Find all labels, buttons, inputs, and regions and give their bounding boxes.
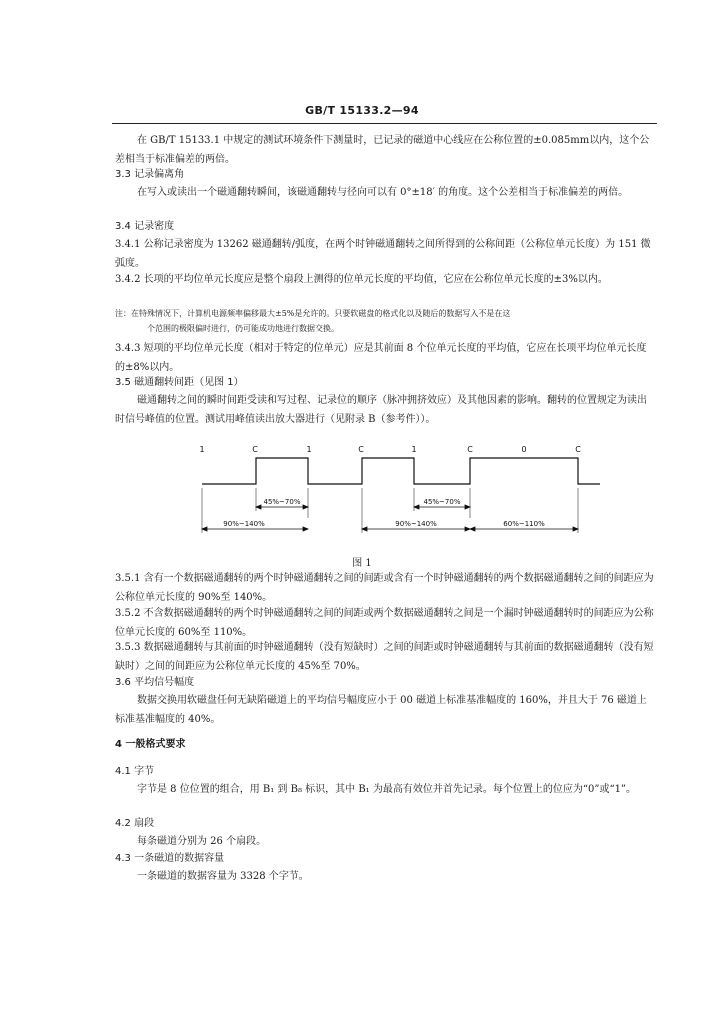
heading-4-1: 4.1 字节: [115, 766, 155, 777]
note-line-2: 个范围的极限偏时进行，仍可能成功地进行数据交换。: [147, 324, 339, 333]
para-3-4-3: 3.4.3 短项的平均位单元长度（相对于特定的位单元）应是其前面 8 个位单元长度的平均值，它应在长项平均位单元长度的±8%以内。: [115, 343, 647, 373]
signal-waveform: [202, 458, 600, 484]
marker-2: C: [252, 445, 258, 454]
heading-3-4: 3.4 记录密度: [115, 221, 175, 232]
marker-5: 1: [411, 445, 417, 454]
marker-7: 0: [521, 445, 527, 454]
header-rule: [112, 123, 657, 124]
para-3-5-2: 3.5.2 不含数据磁通翻转的两个时钟磁通翻转之间的间距或两个数据磁通翻转之间是一个漏时钟磁通翻转时的间距应为公称位单元长度的 60%至 110%。: [115, 608, 654, 638]
heading-4: 4 一般格式要求: [115, 739, 186, 750]
para-3-4-2: 3.4.2 长项的平均位单元长度应是整个扇段上测得的位单元长度的平均值，它应在公称位单元长度的±3%以内。: [115, 274, 608, 285]
figure-caption: 图 1: [352, 558, 372, 569]
marker-8: C: [575, 445, 581, 454]
heading-3-6: 3.6 平均信号幅度: [115, 677, 195, 688]
heading-4-2: 4.2 扇段: [115, 818, 155, 829]
para-3-5: 磁通翻转之间的瞬时间距受读和写过程、记录位的顺序（脉冲拥挤效应）及其他因素的影响。翻转的位置规定为读出时信号峰值的位置。测试用峰值读出放大器进行（见附录 B（参考件））。: [115, 395, 647, 425]
para-3-4-1: 3.4.1 公称记录密度为 13262 磁通翻转/弧度，在两个时钟磁通翻转之间所得到的公称间距（公称位单元长度）为 151 微弧度。: [115, 239, 651, 269]
heading-3-3: 3.3 记录偏离角: [115, 169, 185, 180]
para-4-1: 字节是 8 位位置的组合，用 B₁ 到 B₈ 标识，其中 B₁ 为最高有效位并首先记录。每个位置上的位应为“0”或“1”。: [137, 784, 637, 795]
range-label-45-70-a: 45%~70%: [263, 498, 301, 506]
page-header: GB/T 15133.2—94: [305, 104, 419, 117]
range-label-45-70-b: 45%~70%: [423, 498, 461, 506]
note-3-4-2: [115, 306, 655, 336]
para-3-6: 数据交换用软磁盘任何无缺陷磁道上的平均信号幅度应小于 00 磁道上标准基准幅度的 160%，并且大于 76 磁道上标准基准幅度的 40%。: [115, 695, 647, 725]
marker-1: 1: [199, 445, 205, 454]
range-label-60-110: 60%~110%: [503, 520, 545, 528]
range-label-90-140-b: 90%~140%: [395, 520, 437, 528]
heading-3-5: 3.5 磁通翻转间距（见图 1）: [115, 377, 244, 388]
para-3-3: 在写入或读出一个磁通翻转瞬间，该磁通翻转与径向可以有 0°±18′ 的角度。这个公差相当于标准偏差的两倍。: [137, 187, 629, 198]
marker-6: C: [467, 445, 473, 454]
para-3-5-1: 3.5.1 含有一个数据磁通翻转的两个时钟磁通翻转之间的间距或含有一个时钟磁通翻转的两个数据磁通翻转之间的间距应为公称位单元长度的 90%至 140%。: [115, 573, 654, 603]
para-4-2: 每条磁道分别为 26 个扇段。: [137, 836, 267, 847]
para-3-5-3: 3.5.3 数据磁通翻转与其前面的时钟磁通翻转（没有短缺时）之间的间距或时钟磁通翻转与其前面的数据磁通翻转（没有短缺时）之间的间距应为公称位单元长度的 45%至 70%。: [115, 642, 654, 672]
para-3-2-tolerance: 在 GB/T 15133.1 中规定的测试环境条件下测量时，已记录的磁道中心线应在公称位置的±0.085mm以内，这个公差相当于标准偏差的两倍。: [115, 135, 650, 165]
figure-1-waveform: [0, 438, 724, 558]
note-line-1: 注：在特殊情况下，计算机电源频率偏移最大±5%是允许的。只要软磁盘的格式化以及随后的数据写入不是在这: [115, 309, 511, 318]
range-label-90-140-a: 90%~140%: [223, 520, 265, 528]
marker-4: C: [358, 445, 364, 454]
heading-4-3: 4.3 一条磁道的数据容量: [115, 853, 225, 864]
para-4-3: 一条磁道的数据容量为 3328 个字节。: [137, 871, 309, 882]
marker-3: 1: [306, 445, 312, 454]
